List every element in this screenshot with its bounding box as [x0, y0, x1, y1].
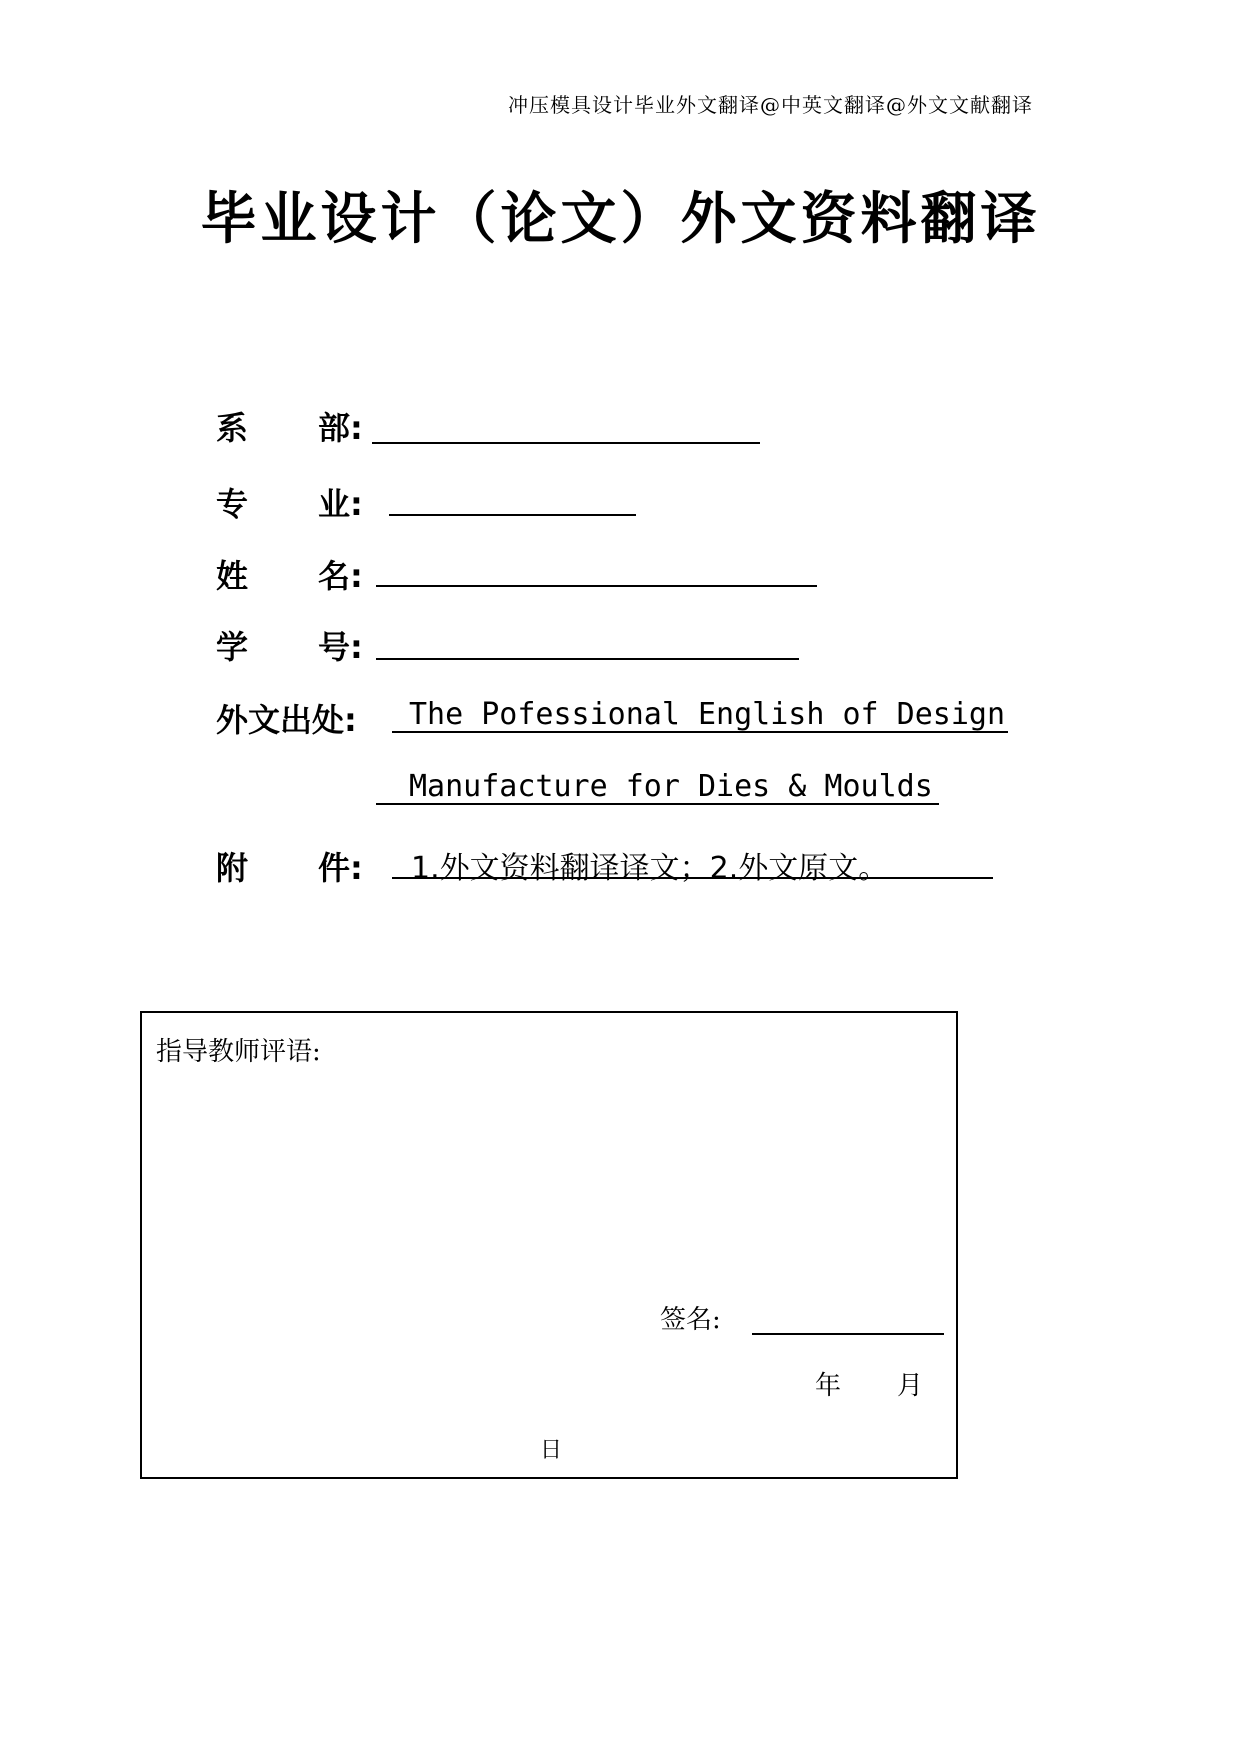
advisor-review-box[interactable] — [140, 1011, 958, 1479]
source-line-1: The Pofessional English of Design — [409, 697, 1006, 732]
source-underline-1 — [392, 731, 1008, 733]
month-label: 月 — [897, 1371, 924, 1401]
page-title: 毕业设计（论文）外文资料翻译 — [200, 187, 1041, 252]
signature-field[interactable] — [752, 1333, 944, 1335]
name-field[interactable] — [376, 585, 817, 587]
name-label-a: 姓 — [216, 557, 249, 595]
name-label-b: 名: — [318, 557, 363, 595]
student-id-label-a: 学 — [216, 628, 249, 666]
attachment-underline — [392, 877, 993, 879]
department-label-b: 部: — [318, 409, 363, 447]
student-id-field[interactable] — [376, 658, 799, 660]
department-field[interactable] — [372, 442, 760, 444]
attachment-label-a: 附 — [216, 849, 249, 887]
year-label: 年 — [815, 1371, 842, 1401]
major-label-a: 专 — [216, 485, 249, 523]
header-note: 冲压模具设计毕业外文翻译@中英文翻译@外文文献翻译 — [508, 93, 1033, 117]
source-label: 外文出处: — [216, 701, 357, 739]
attachment-label-b: 件: — [318, 849, 363, 887]
source-line-2: Manufacture for Dies & Moulds — [409, 769, 933, 804]
major-field[interactable] — [389, 514, 636, 516]
signature-label: 签名: — [660, 1305, 721, 1335]
advisor-review-heading: 指导教师评语: — [156, 1037, 321, 1067]
day-label: 日 — [540, 1438, 563, 1463]
major-label-b: 业: — [318, 485, 363, 523]
student-id-label-b: 号: — [318, 628, 363, 666]
attachment-value: 1.外文资料翻译译文；2.外文原文。 — [411, 851, 889, 886]
source-underline-2 — [376, 803, 939, 805]
department-label-a: 系 — [216, 409, 249, 447]
